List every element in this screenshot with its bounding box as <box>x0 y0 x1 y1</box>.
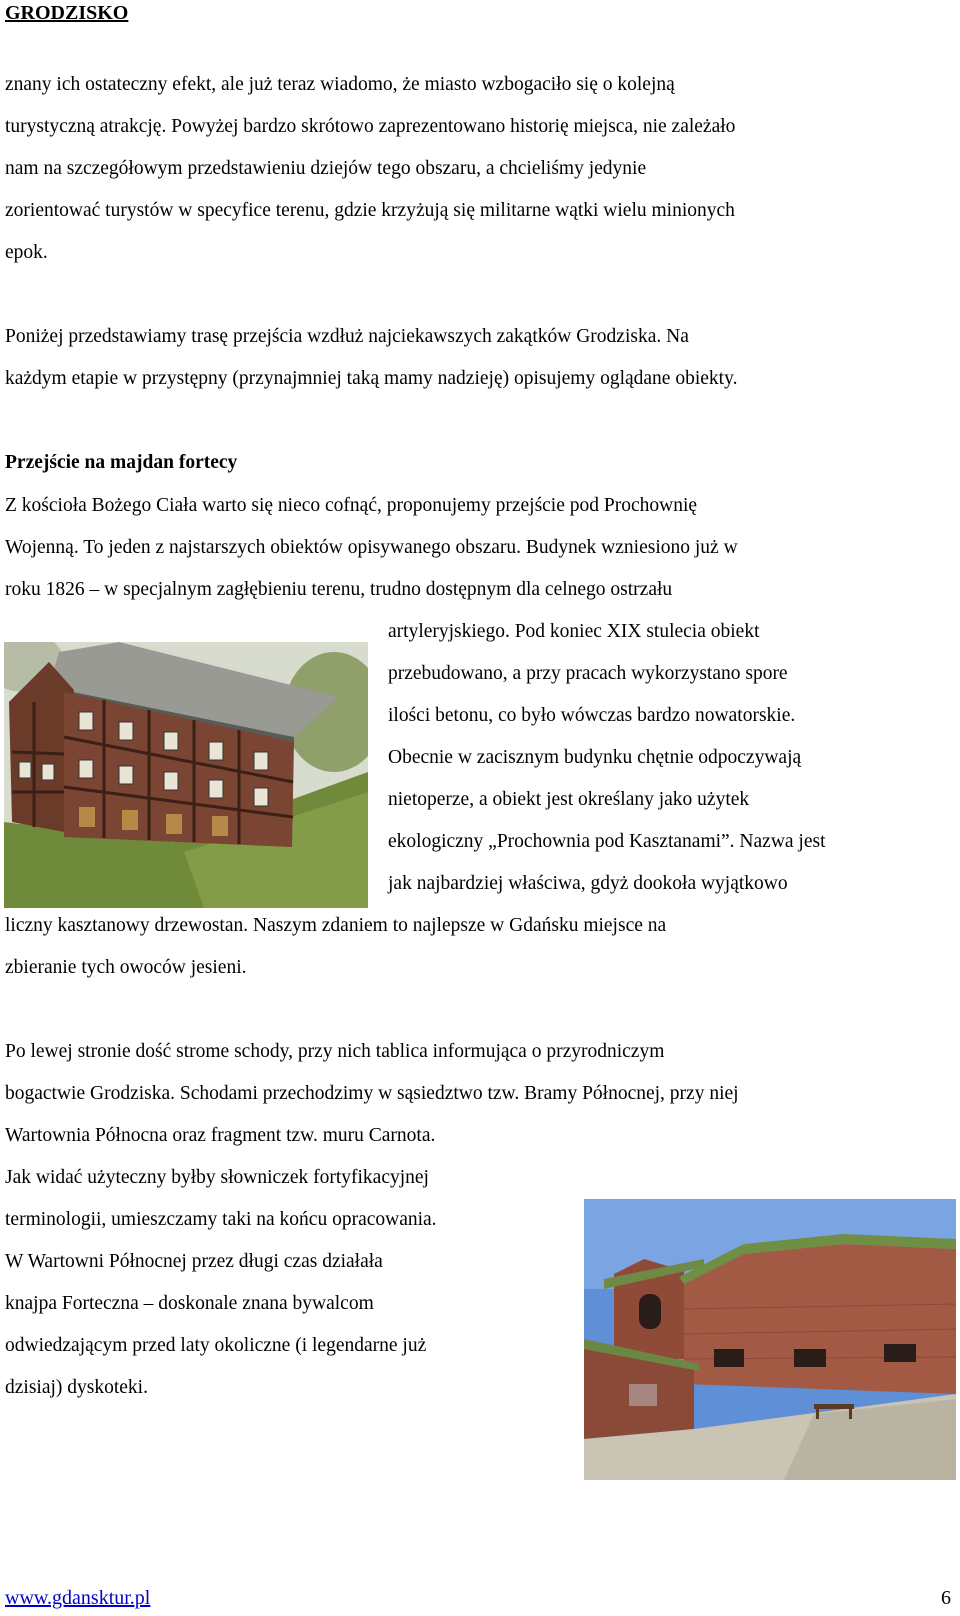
text-line: roku 1826 – w specjalnym zagłębieniu terenu, trudno dostępnym dla celnego ostrzału <box>5 579 673 600</box>
text-line: Obecnie w zacisznym budynku chętnie odpoczywają <box>388 747 802 768</box>
text-line: W Wartowni Północnej przez długi czas działała <box>5 1251 383 1272</box>
page-number: 6 <box>941 1587 951 1609</box>
text-line: każdym etapie w przystępny (przynajmniej taką mamy nadzieję) opisujemy oglądane obiekty. <box>5 368 738 389</box>
section-heading: Przejście na majdan fortecy <box>5 452 238 473</box>
text-line: Jak widać użyteczny byłby słowniczek fortyfikacyjnej <box>5 1167 429 1188</box>
photo-wartownia-polnocna <box>584 1199 956 1480</box>
text-line: bogactwie Grodziska. Schodami przechodzimy w sąsiedztwo tzw. Bramy Północnej, przy niej <box>5 1083 739 1104</box>
text-line: odwiedzającym przed laty okoliczne (i legendarne już <box>5 1335 427 1356</box>
text-line: epok. <box>5 242 48 263</box>
text-line: nietoperze, a obiekt jest określany jako użytek <box>388 789 750 810</box>
text-line: Z kościoła Bożego Ciała warto się nieco cofnąć, proponujemy przejście pod Prochownię <box>5 495 698 516</box>
text-line: liczny kasztanowy drzewostan. Naszym zdaniem to najlepsze w Gdańsku miejsce na <box>5 915 667 936</box>
text-line: Po lewej stronie dość strome schody, przy nich tablica informująca o przyrodniczym <box>5 1041 665 1062</box>
text-line: knajpa Forteczna – doskonale znana bywalcom <box>5 1293 374 1314</box>
text-line: terminologii, umieszczamy taki na końcu opracowania. <box>5 1209 437 1230</box>
text-line: przebudowano, a przy pracach wykorzystano spore <box>388 663 788 684</box>
text-line: turystyczną atrakcję. Powyżej bardzo skrótowo zaprezentowano historię miejsca, nie zależało <box>5 116 736 137</box>
text-line: zbieranie tych owoców jesieni. <box>5 957 247 978</box>
footer-website-link[interactable]: www.gdansktur.pl <box>5 1587 151 1609</box>
text-line: Poniżej przedstawiamy trasę przejścia wzdłuż najciekawszych zakątków Grodziska. Na <box>5 326 689 347</box>
text-line: zorientować turystów w specyfice terenu, gdzie krzyżują się militarne wątki wielu minionych <box>5 200 735 221</box>
text-line: Wojenną. To jeden z najstarszych obiektów opisywanego obszaru. Budynek wzniesiono już w <box>5 537 738 558</box>
text-line: ekologiczny „Prochownia pod Kasztanami”. Nazwa jest <box>388 831 826 852</box>
text-line: dzisiaj) dyskoteki. <box>5 1377 148 1398</box>
text-line: nam na szczegółowym przedstawieniu dziejów tego obszaru, a chcieliśmy jedynie <box>5 158 647 179</box>
text-line: Wartownia Północna oraz fragment tzw. muru Carnota. <box>5 1125 436 1146</box>
text-line: znany ich ostateczny efekt, ale już teraz wiadomo, że miasto wzbogaciło się o kolejną <box>5 74 675 95</box>
page-title: GRODZISKO <box>5 2 129 24</box>
photo-prochownia <box>4 642 368 908</box>
text-line: ilości betonu, co było wówczas bardzo nowatorskie. <box>388 705 796 726</box>
text-line: jak najbardziej właściwa, gdyż dookoła wyjątkowo <box>388 873 788 894</box>
text-line: artyleryjskiego. Pod koniec XIX stulecia obiekt <box>388 621 760 642</box>
